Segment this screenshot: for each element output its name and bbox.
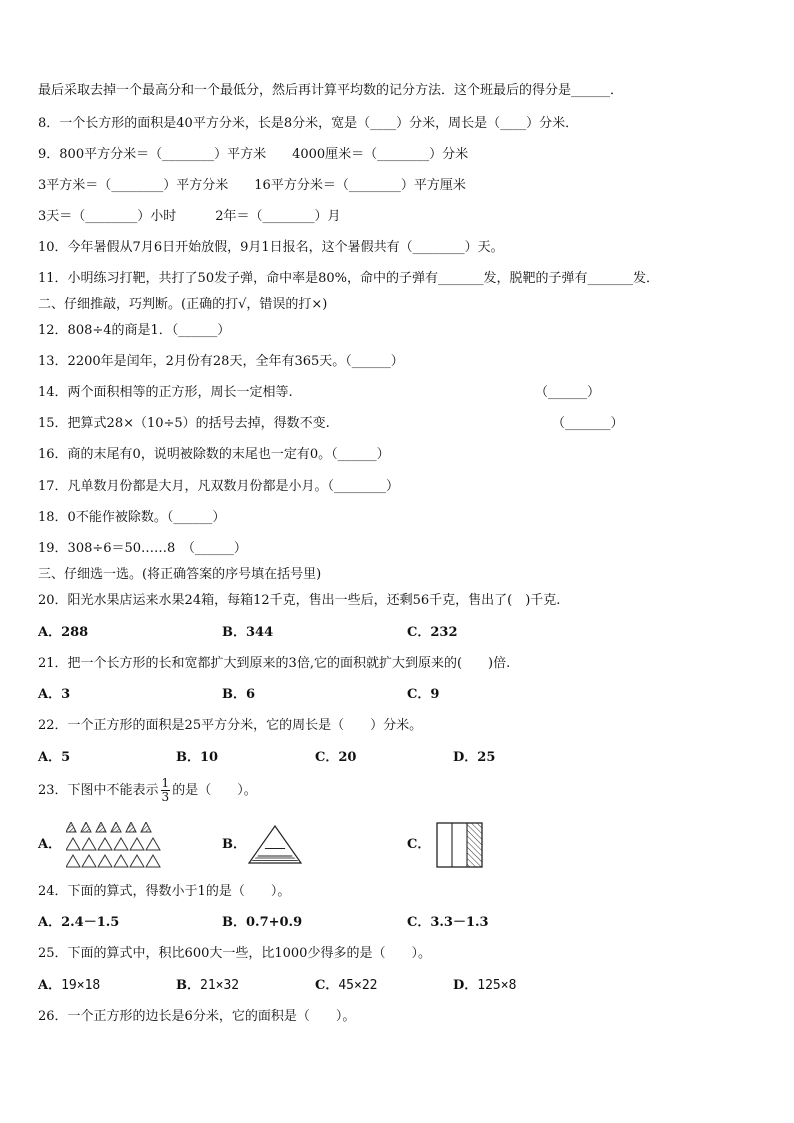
fraction-one-third: [161, 777, 171, 804]
question-11: 11．小明练习打靶，共打了50发子弹，命中率是80%，命中的子弹有_______发，脱靶的子弹有_______发．: [38, 271, 659, 286]
question-17: 17．凡单数月份都是大月，凡双数月份都是小月。（________）: [38, 479, 400, 494]
question-9-part-a: 9．800平方分米＝（________）平方米 4000厘米＝（________）分米: [38, 147, 469, 162]
section-2-heading: 二、仔细推敲，巧判断。(正确的打√，错误的打×): [38, 297, 328, 312]
q25-option-d: D．125×8: [453, 978, 517, 993]
q25-option-a: A．19×18: [38, 978, 101, 993]
q21-option-b: B．6: [222, 687, 256, 702]
question-25: 25．下面的算式中，积比600大一些，比1000少得多的是（ ）。: [38, 946, 431, 961]
q22-option-d: D．25: [453, 750, 496, 765]
question-8: 8．一个长方形的面积是40平方分米，长是8分米，宽是（____）分米，周长是（____）分米．: [38, 116, 579, 131]
question-15: 15．把算式28×（10÷5）的括号去掉，得数不变.: [38, 416, 330, 431]
question-10: 10．今年暑假从7月6日开始放假，9月1日报名，这个暑假共有（________）天。: [38, 240, 504, 255]
question-13: 13．2200年是闰年，2月份有28天，全年有365天。（______）: [38, 354, 404, 369]
q22-option-b: B．10: [176, 750, 219, 765]
q21-option-c: C．9: [407, 687, 440, 702]
question-14-answer-blank: （______）: [535, 385, 601, 400]
q20-option-b: B．344: [222, 625, 274, 640]
question-19: 19．308÷6＝50……8 （______）: [38, 541, 247, 556]
question-18: 18．0不能作被除数。（______）: [38, 510, 226, 525]
question-7-continuation: 最后采取去掉一个最高分和一个最低分，然后再计算平均数的记分方法．这个班最后的得分是______．: [38, 83, 624, 98]
question-9-part-c: 3天＝（________）小时 2年＝（________）月: [38, 209, 341, 224]
q23-option-a-label: A．: [38, 837, 62, 852]
divided-rectangle-figure: [436, 822, 484, 869]
question-24: 24．下面的算式，得数小于1的是（ ）。: [38, 884, 291, 899]
question-23-text-b: 的是（ ）。: [172, 783, 257, 798]
question-12: 12．808÷4的商是1．（______）: [38, 323, 231, 338]
fraction-numerator: 1: [161, 776, 170, 790]
q22-option-c: C．20: [315, 750, 357, 765]
q24-option-c: C．3.3－1.3: [407, 915, 489, 930]
divided-triangle-figure: [248, 825, 302, 865]
q20-option-a: A．288: [38, 625, 89, 640]
question-9-part-b: 3平方米＝（________）平方分米 16平方分米＝（________）平方厘米: [38, 178, 466, 193]
q23-option-c-label: C．: [407, 837, 431, 852]
q25-option-c: C．45×22: [315, 978, 378, 993]
q20-option-c: C．232: [407, 625, 458, 640]
q21-option-a: A．3: [38, 687, 71, 702]
q25-option-b: B．21×32: [176, 978, 240, 993]
shaded-triangle-row: [66, 822, 151, 832]
question-21: 21．把一个长方形的长和宽都扩大到原来的3倍,它的面积就扩大到原来的( )倍.: [38, 656, 511, 671]
question-20: 20．阳光水果店运来水果24箱，每箱12千克，售出一些后，还剩56千克，售出了( )千克.: [38, 593, 561, 608]
question-15-answer-blank: （_______）: [552, 416, 624, 431]
q24-option-b: B．0.7+0.9: [222, 915, 303, 930]
question-23-text-a: 23．下图中不能表示: [38, 783, 159, 798]
fraction-denominator: 3: [161, 790, 170, 804]
unshaded-triangle-rows: [66, 838, 160, 867]
q23-option-b-label: B．: [222, 837, 246, 852]
question-23: [38, 776, 257, 806]
triangles-figure: [66, 822, 162, 868]
q22-option-a: A．5: [38, 750, 71, 765]
question-14: 14．两个面积相等的正方形，周长一定相等.: [38, 385, 293, 400]
question-22: 22．一个正方形的面积是25平方分米，它的周长是（ ）分米。: [38, 718, 423, 733]
question-16: 16．商的末尾有0，说明被除数的末尾也一定有0。（______）: [38, 447, 390, 462]
question-26: 26．一个正方形的边长是6分米，它的面积是（ ）。: [38, 1009, 356, 1024]
section-3-heading: 三、仔细选一选。(将正确答案的序号填在括号里): [38, 567, 322, 582]
q24-option-a: A．2.4－1.5: [38, 915, 120, 930]
